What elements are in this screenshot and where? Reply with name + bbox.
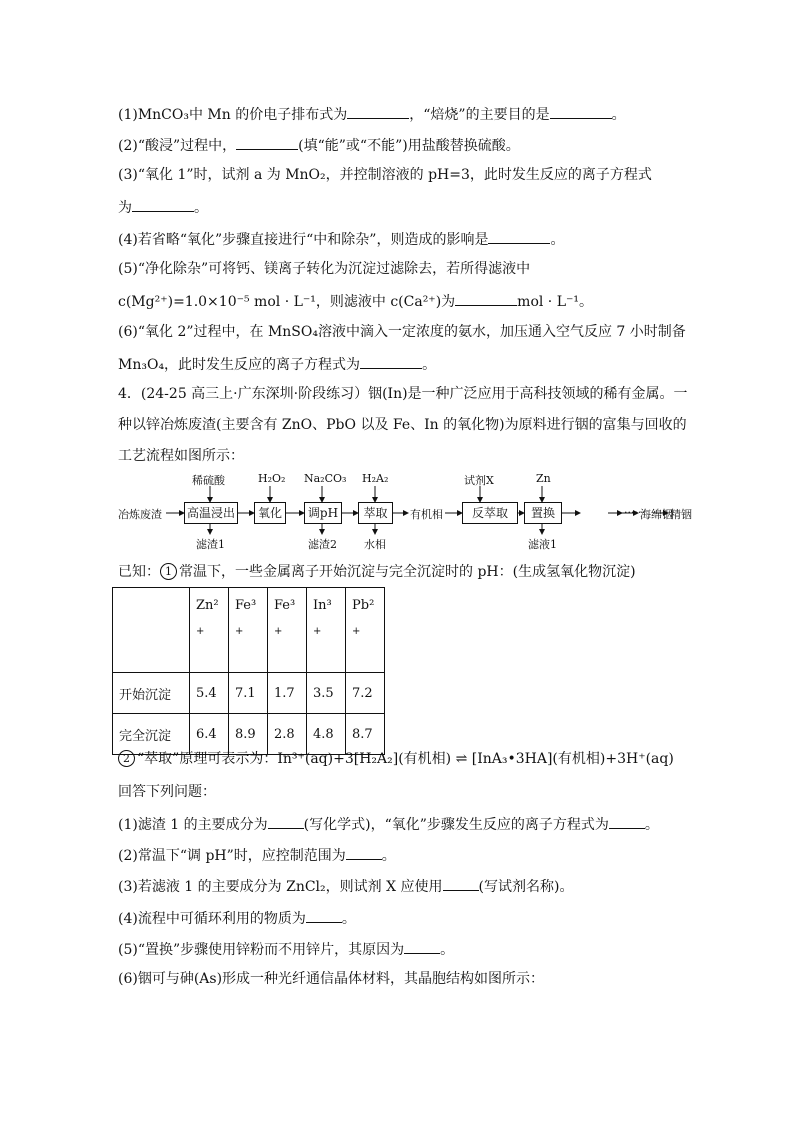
q4-intro-2: 种以锌冶炼废渣(主要含有 ZnO、PbO 以及 Fe、In 的氧化物)为原料进行铟的富集与回收的	[118, 417, 687, 433]
reagent-zn: Zn	[536, 472, 551, 485]
circled-number-1: 1	[160, 563, 177, 580]
table-ion-cell: Pb² +	[346, 588, 385, 673]
flow-step-displace: 置换	[524, 502, 562, 524]
reagent-sulfuric: 稀硫酸	[192, 474, 225, 487]
known-2: 2 “萃取”原理可表示为：In³⁺(aq)+3[H₂A₂](有机相) ⇌ [InA₃•3HA](有机相)+3H⁺(aq)	[118, 750, 674, 768]
q4-intro-3: 工艺流程如图所示：	[118, 448, 244, 464]
answer-blank[interactable]	[609, 814, 645, 829]
answer-blank[interactable]	[404, 939, 440, 954]
metal-ion-ph-table	[112, 587, 385, 755]
answer-blank[interactable]	[488, 229, 550, 244]
flow-step-adjust-ph: 调pH	[304, 502, 342, 524]
q3-line-1: (1)MnCO₃中 Mn 的价电子排布式为 ，“焙烧”的主要目的是 。	[118, 104, 626, 124]
circled-number-2: 2	[118, 750, 135, 767]
q4-sub-3: (3)若滤液 1 的主要成分为 ZnCl₂，则试剂 X 应使用 (写试剂名称)。	[118, 876, 573, 896]
answer-blank[interactable]	[306, 908, 342, 923]
answer-blank[interactable]	[132, 197, 194, 212]
flow-step-leach: 高温浸出	[184, 502, 238, 524]
output-aqueous: 水相	[364, 538, 386, 551]
answer-blank[interactable]	[268, 814, 304, 829]
flow-start: 冶炼废渣	[118, 508, 162, 521]
q4-sub-5: (5)“置换”步骤使用锌粉而不用锌片，其原因为 。	[118, 939, 454, 959]
q3-line-4: 为 。	[118, 197, 208, 217]
flow-sponge-indium: 海绵铟	[640, 508, 673, 521]
flow-end: 精铟	[670, 508, 692, 521]
q3-line-8: (6)“氧化 2”过程中，在 MnSO₄溶液中滴入一定浓度的氨水，加压通入空气反应 7 小时制备	[118, 324, 686, 340]
answer-blank[interactable]	[346, 845, 382, 860]
table-row: 完全沉淀 6.4 8.9 2.8 4.8 8.7	[113, 714, 385, 755]
q3-line-2: (2)“酸浸”过程中， (填“能”或“不能”)用盐酸替换硫酸。	[118, 135, 520, 155]
answer-blank[interactable]	[347, 104, 409, 119]
table-ion-cell: Fe³ +	[229, 588, 268, 673]
table-ion-cell: Zn² +	[190, 588, 229, 673]
answer-blank[interactable]	[236, 135, 298, 150]
flow-step-extract: 萃取	[358, 502, 393, 524]
q4-intro-1: 4．(24-25 高三上·广东深圳·阶段练习）铟(In)是一种广泛应用于高科技领域的稀有金属。一	[118, 386, 688, 402]
q4-sub-4: (4)流程中可循环利用的物质为 。	[118, 908, 356, 928]
q3-line-6: (5)“净化除杂”可将钙、镁离子转化为沉淀过滤除去，若所得滤液中	[118, 261, 531, 277]
answer-blank[interactable]	[550, 104, 612, 119]
answer-intro: 回答下列问题：	[118, 784, 216, 800]
reagent-h2o2: H₂O₂	[258, 472, 286, 485]
answer-blank[interactable]	[360, 354, 422, 369]
reagent-h2a2: H₂A₂	[362, 472, 389, 485]
q3-line-3: (3)“氧化 1”时，试剂 a 为 MnO₂，并控制溶液的 pH=3，此时发生反应的离子方程式	[118, 167, 652, 183]
q3-line-5: (4)若省略“氧化”步骤直接进行“中和除杂”，则造成的影响是 。	[118, 229, 564, 249]
flow-step-oxidize: 氧化	[254, 502, 286, 524]
q4-sub-2: (2)常温下“调 pH”时，应控制范围为 。	[118, 845, 396, 865]
table-corner-cell	[113, 588, 190, 673]
q3-line-9: Mn₃O₄，此时发生反应的离子方程式为 。	[118, 354, 436, 374]
flow-step-back-extract: 反萃取	[462, 502, 518, 524]
table-header-row	[113, 588, 385, 673]
output-residue-1: 滤渣1	[196, 538, 225, 551]
flow-dots: ······	[624, 506, 645, 519]
reagent-x: 试剂X	[464, 474, 494, 487]
q4-sub-1: (1)滤渣 1 的主要成分为 (写化学式)，“氧化”步骤发生反应的离子方程式为 。	[118, 814, 659, 834]
output-filtrate-1: 滤液1	[528, 538, 557, 551]
answer-blank[interactable]	[455, 291, 517, 306]
reagent-na2co3: Na₂CO₃	[304, 472, 347, 485]
output-residue-2: 滤渣2	[308, 538, 337, 551]
q4-sub-6: (6)铟可与砷(As)形成一种光纤通信晶体材料，其晶胞结构如图所示：	[118, 971, 545, 987]
table-ion-cell: In³ +	[307, 588, 346, 673]
q3-line-7: c(Mg²⁺)=1.0×10⁻⁵ mol · L⁻¹，则滤液中 c(Ca²⁺)为 mol · L⁻¹。	[118, 291, 593, 311]
known-1: 已知： 1 常温下，一些金属离子开始沉淀与完全沉淀时的 pH：(生成氢氧化物沉淀)	[118, 564, 636, 580]
table-row: 开始沉淀 5.4 7.1 1.7 3.5 7.2	[113, 673, 385, 714]
answer-blank[interactable]	[443, 876, 479, 891]
flow-organic-phase: 有机相	[410, 508, 443, 521]
table-ion-cell: Fe³ +	[268, 588, 307, 673]
